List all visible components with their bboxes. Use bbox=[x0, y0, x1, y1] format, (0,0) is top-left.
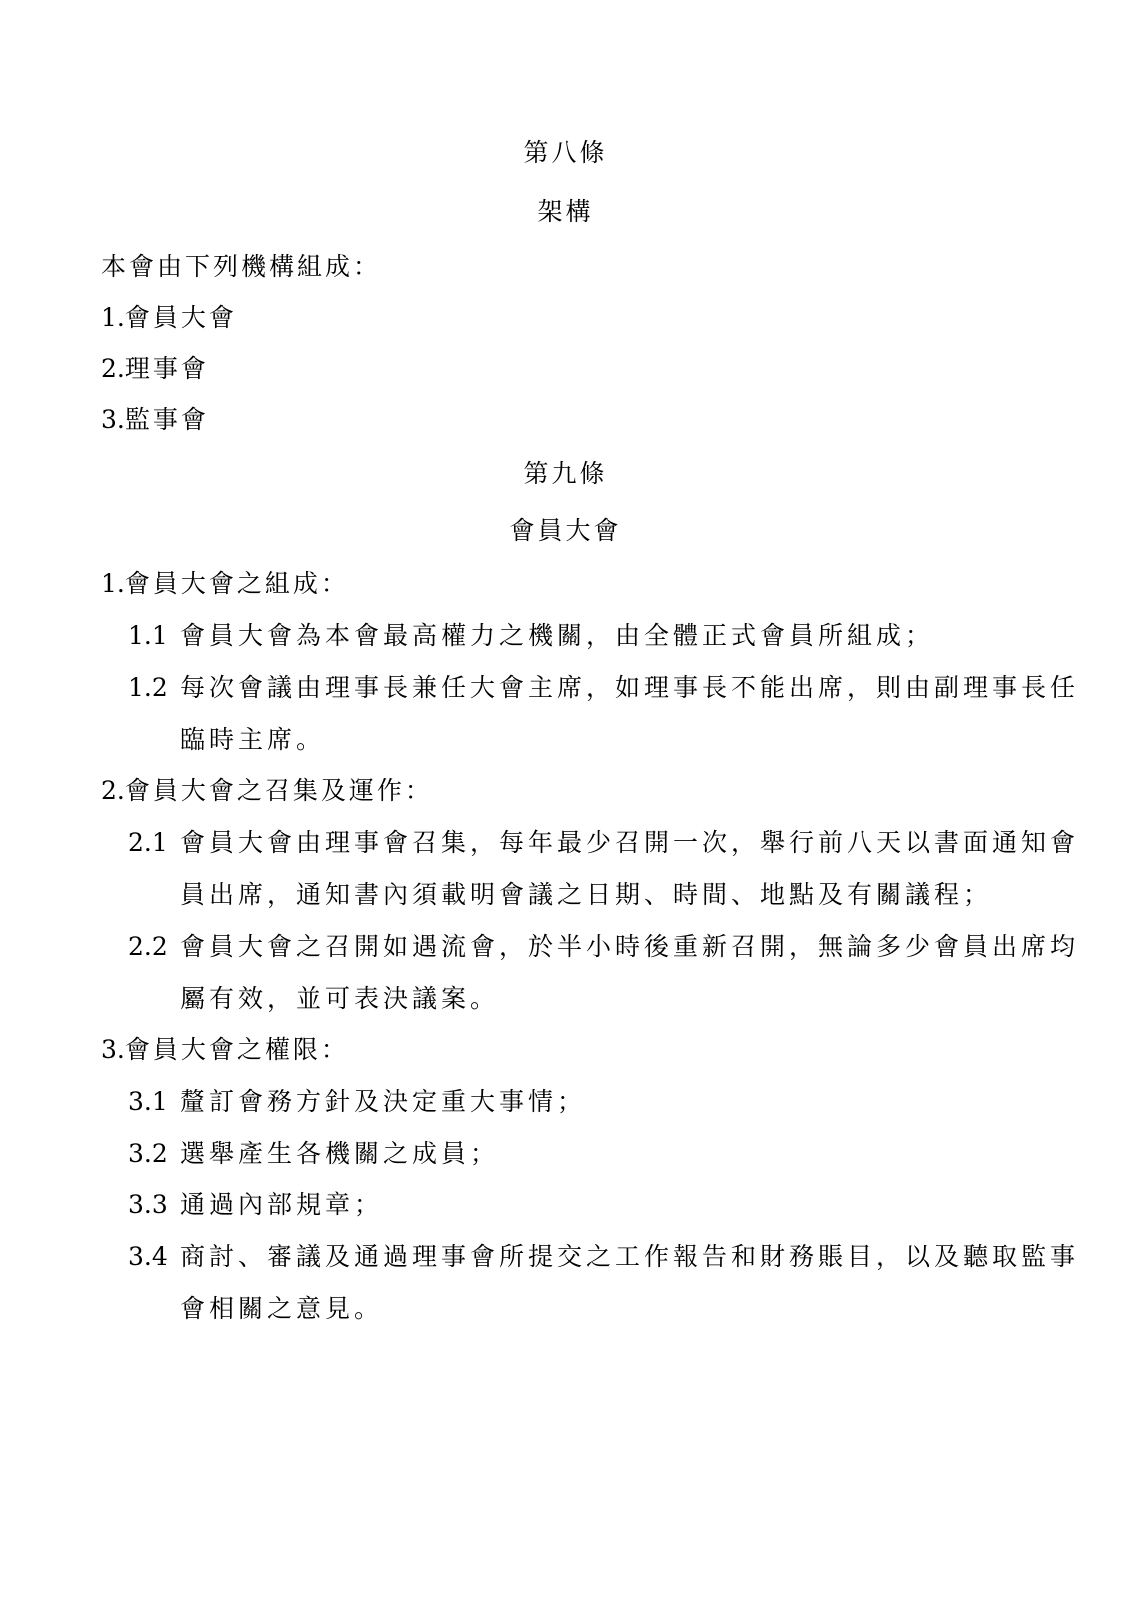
clause-text: 商討、審議及通過理事會所提交之工作報告和財務賬目，以及聽取監事 bbox=[180, 1242, 1080, 1271]
clause-text: 選舉產生各機關之成員； bbox=[180, 1139, 500, 1168]
section-text: 會員大會之召集及運作： bbox=[124, 776, 433, 805]
list-item bbox=[101, 354, 209, 384]
clause-text: 屬有效，並可表決議案。 bbox=[180, 984, 500, 1013]
clause-text: 臨時主席。 bbox=[180, 725, 326, 754]
clause-number: 1.1 bbox=[128, 621, 168, 650]
section-text: 會員大會之權限： bbox=[124, 1035, 349, 1064]
article-8-title: 架構 bbox=[537, 197, 594, 226]
clause-number: 2.1 bbox=[128, 828, 168, 857]
list-item bbox=[101, 405, 209, 435]
list-item-text: 會員大會 bbox=[124, 303, 237, 332]
clause-2-2-continued bbox=[0, 984, 1131, 1014]
article-9-title: 會員大會 bbox=[509, 516, 622, 545]
clause-number: 2.2 bbox=[128, 932, 168, 961]
clause-1-2 bbox=[0, 673, 1131, 703]
clause-3-4 bbox=[0, 1242, 1131, 1272]
section-text: 會員大會之組成： bbox=[124, 569, 349, 598]
clause-text: 釐訂會務方針及決定重大事情； bbox=[180, 1087, 587, 1116]
clause-number: 3.3 bbox=[128, 1190, 168, 1219]
clause-number: 3.2 bbox=[128, 1139, 168, 1168]
clause-1-1 bbox=[0, 621, 1131, 651]
clause-2-1-continued bbox=[0, 880, 1131, 910]
section-number: 2. bbox=[101, 776, 125, 805]
clause-2-2 bbox=[0, 932, 1131, 962]
clause-text: 會員大會由理事會召集，每年最少召開一次，舉行前八天以書面通知會 bbox=[180, 828, 1080, 857]
clause-text: 會相關之意見。 bbox=[180, 1294, 384, 1323]
list-item-number: 1. bbox=[101, 303, 125, 332]
section-number: 1. bbox=[101, 569, 125, 598]
section-number: 3. bbox=[101, 1035, 125, 1064]
clause-number: 3.1 bbox=[128, 1087, 168, 1116]
section-2-heading bbox=[101, 776, 433, 806]
clause-number: 1.2 bbox=[128, 673, 168, 702]
article-8-intro: 本會由下列機構組成： bbox=[101, 252, 382, 281]
list-item-text: 監事會 bbox=[124, 405, 209, 434]
list-item-number: 2. bbox=[101, 354, 125, 383]
list-item bbox=[101, 303, 237, 333]
article-8-heading: 第八條 bbox=[523, 138, 608, 167]
list-item-text: 理事會 bbox=[124, 354, 209, 383]
clause-3-2 bbox=[0, 1139, 1131, 1169]
clause-1-2-continued bbox=[0, 725, 1131, 755]
clause-text: 每次會議由理事長兼任大會主席，如理事長不能出席，則由副理事長任 bbox=[180, 673, 1080, 702]
clause-text: 員出席，通知書內須載明會議之日期、時間、地點及有關議程； bbox=[180, 880, 993, 909]
clause-3-4-continued bbox=[0, 1294, 1131, 1324]
clause-text: 通過內部規章； bbox=[180, 1190, 384, 1219]
list-item-number: 3. bbox=[101, 405, 125, 434]
clause-text: 會員大會為本會最高權力之機關，由全體正式會員所組成； bbox=[180, 621, 935, 650]
clause-2-1 bbox=[0, 828, 1131, 858]
clause-text: 會員大會之召開如遇流會，於半小時後重新召開，無論多少會員出席均 bbox=[180, 932, 1080, 961]
section-1-heading bbox=[101, 569, 349, 599]
section-3-heading bbox=[101, 1035, 349, 1065]
clause-3-3 bbox=[0, 1190, 1131, 1220]
clause-number: 3.4 bbox=[128, 1242, 168, 1271]
clause-3-1 bbox=[0, 1087, 1131, 1117]
article-9-heading: 第九條 bbox=[523, 459, 608, 488]
